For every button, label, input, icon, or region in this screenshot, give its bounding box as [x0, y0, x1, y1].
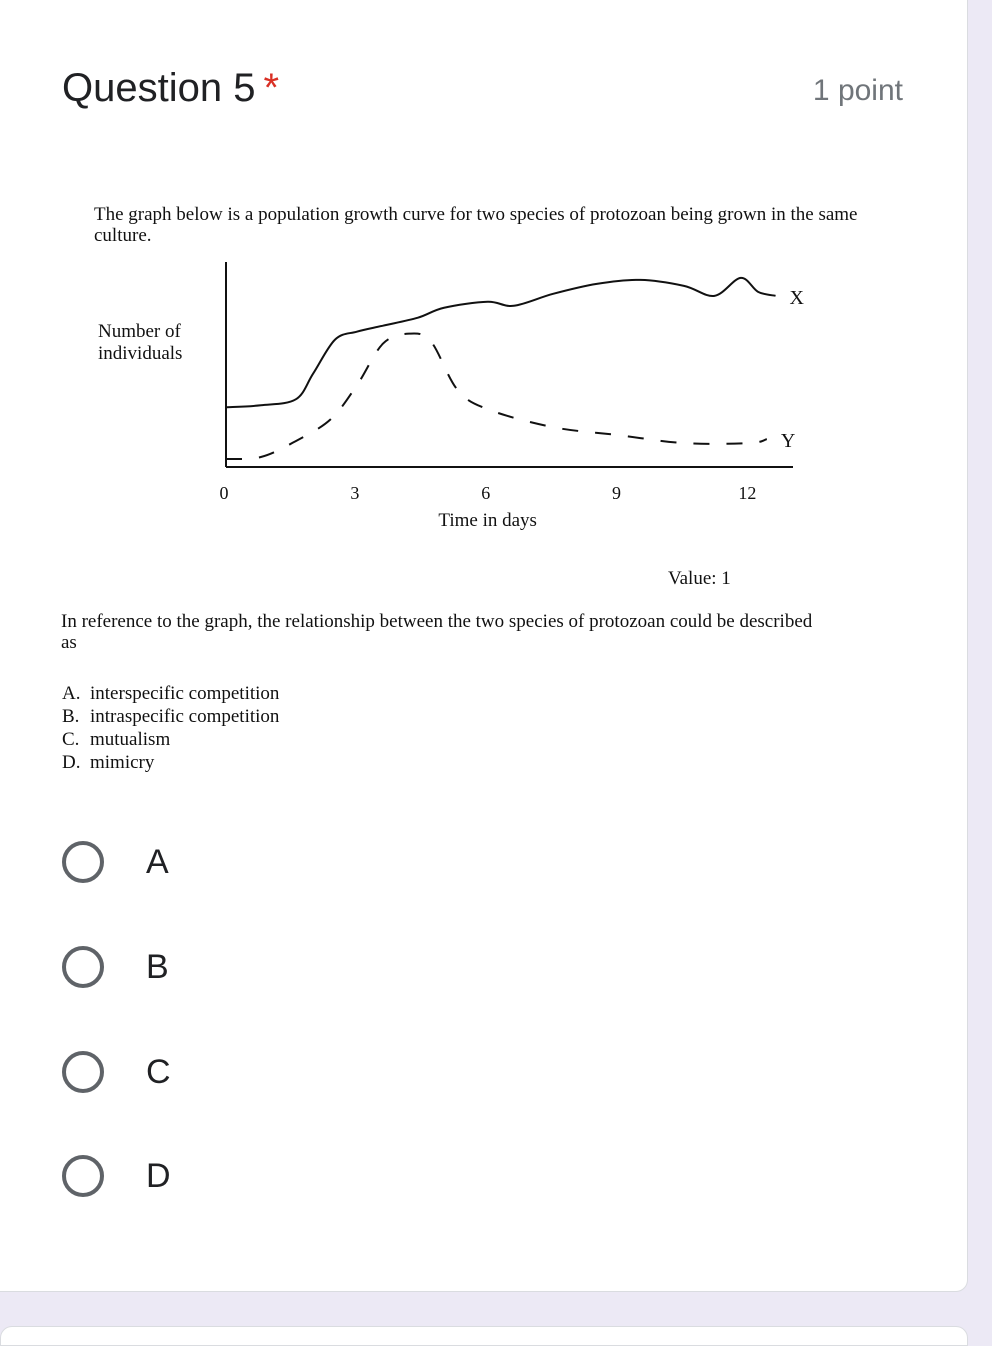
x-tick-label: 6 — [481, 483, 490, 503]
radio-circle-icon[interactable] — [62, 841, 104, 883]
choice-item-a — [62, 682, 279, 705]
option-c[interactable] — [62, 1042, 462, 1102]
series-line-x — [226, 278, 776, 407]
series-line-y — [226, 333, 767, 459]
radio-circle-icon[interactable] — [62, 1155, 104, 1197]
population-growth-chart — [0, 0, 992, 560]
question-intro-text: The graph below is a population growth curve for two species of protozoan being grown in the same culture. — [94, 204, 874, 246]
next-question-card — [0, 1326, 968, 1346]
question-stem: In reference to the graph, the relationship between the two species of protozoan could be described as — [61, 611, 821, 653]
series-label-x: X — [790, 287, 805, 309]
choice-letter: D. — [62, 751, 90, 774]
option-c-label: C — [146, 1053, 171, 1092]
x-tick-label: 9 — [612, 483, 621, 503]
choice-item-d — [62, 751, 279, 774]
y-axis-label-line2: individuals — [98, 343, 182, 364]
value-text: Value: 1 — [668, 568, 731, 590]
radio-circle-icon[interactable] — [62, 1051, 104, 1093]
choice-text: intraspecific competition — [90, 706, 279, 727]
choice-list — [62, 682, 279, 774]
option-a-label: A — [146, 843, 169, 882]
choice-item-b — [62, 705, 279, 728]
x-axis-label: Time in days — [438, 510, 537, 531]
choice-letter: A. — [62, 682, 90, 705]
choice-text: mimicry — [90, 752, 154, 773]
option-a[interactable] — [62, 832, 462, 892]
radio-circle-icon[interactable] — [62, 946, 104, 988]
x-tick-label: 3 — [350, 483, 359, 503]
choice-text: interspecific competition — [90, 683, 279, 704]
question-points: 1 point — [813, 74, 903, 108]
option-d[interactable] — [62, 1146, 462, 1206]
chart-series — [226, 278, 776, 459]
x-tick-label: 0 — [220, 483, 229, 503]
choice-letter: B. — [62, 705, 90, 728]
y-axis-label-line1: Number of — [98, 321, 182, 342]
required-asterisk: * — [263, 66, 279, 110]
choice-letter: C. — [62, 728, 90, 751]
option-b-label: B — [146, 948, 169, 987]
chart-axes — [226, 262, 793, 467]
question-title-text: Question 5 — [62, 66, 255, 110]
choice-item-c — [62, 728, 279, 751]
choice-text: mutualism — [90, 729, 170, 750]
x-tick-label: 12 — [738, 483, 756, 503]
option-d-label: D — [146, 1157, 171, 1196]
series-label-y: Y — [781, 430, 795, 452]
option-b[interactable] — [62, 937, 462, 997]
chart-labels — [98, 287, 805, 531]
